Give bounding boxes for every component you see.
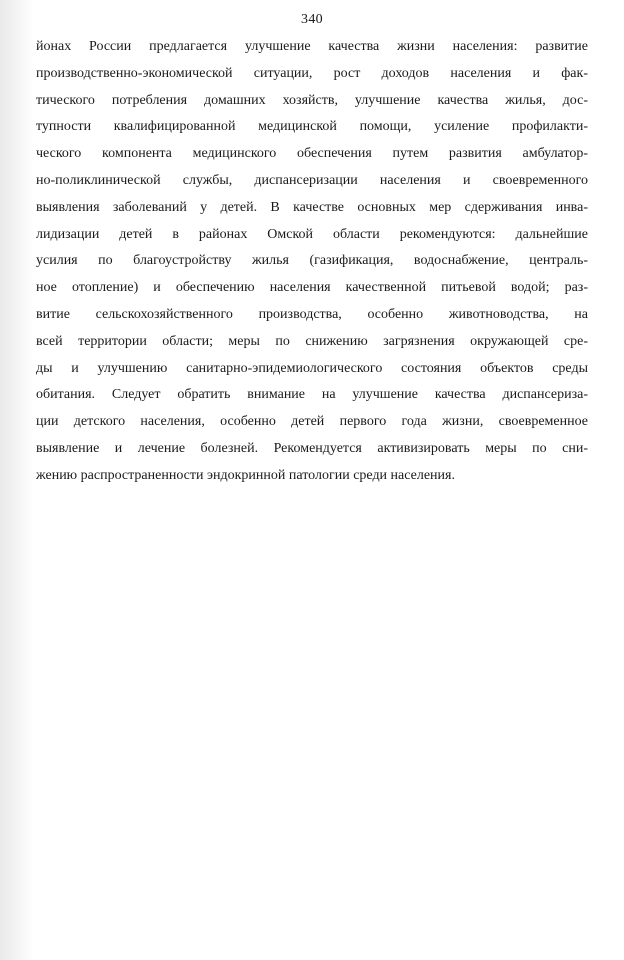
text-line: витие сельскохозяйственного производства, особенно животноводства, на	[36, 306, 588, 322]
page-number: 340	[301, 12, 323, 27]
text-line: йонах России предлагается улучшение качества жизни населения: развитие	[36, 39, 588, 54]
text-line: всей территории области; меры по снижению загрязнения окружающей сре-	[36, 333, 588, 349]
text-line: ции детского населения, особенно детей первого года жизни, своевременное	[36, 414, 588, 430]
text-line: выявление и лечение болезней. Рекомендуется активизировать меры по сни-	[36, 440, 588, 456]
body-text	[36, 34, 588, 490]
text-line: ды и улучшению санитарно-эпидемиологического состояния объектов среды	[36, 360, 588, 376]
text-line: ное отопление) и обеспечению населения качественной питьевой водой; раз-	[36, 280, 588, 296]
text-line: усилия по благоустройству жилья (газификация, водоснабжение, централь-	[36, 253, 588, 269]
text-line: обитания. Следует обратить внимание на улучшение качества диспансериза-	[36, 387, 588, 403]
text-line: производственно-экономической ситуации, рост доходов населения и фак-	[36, 65, 588, 81]
text-line: тупности квалифицированной медицинской помощи, усиление профилакти-	[36, 119, 588, 135]
text-line: но-поликлинической службы, диспансеризации населения и своевременного	[36, 172, 588, 188]
text-line: выявления заболеваний у детей. В качестве основных мер сдерживания инва-	[36, 199, 588, 215]
text-line: жению распространенности эндокринной патологии среди населения.	[36, 467, 455, 483]
text-line: лидизации детей в районах Омской области рекомендуются: дальнейшие	[36, 226, 588, 242]
text-line: тического потребления домашних хозяйств, улучшение качества жилья, дос-	[36, 92, 588, 108]
text-line: ческого компонента медицинского обеспечения путем развития амбулатор-	[36, 146, 588, 162]
scan-edge-shadow	[0, 0, 34, 960]
